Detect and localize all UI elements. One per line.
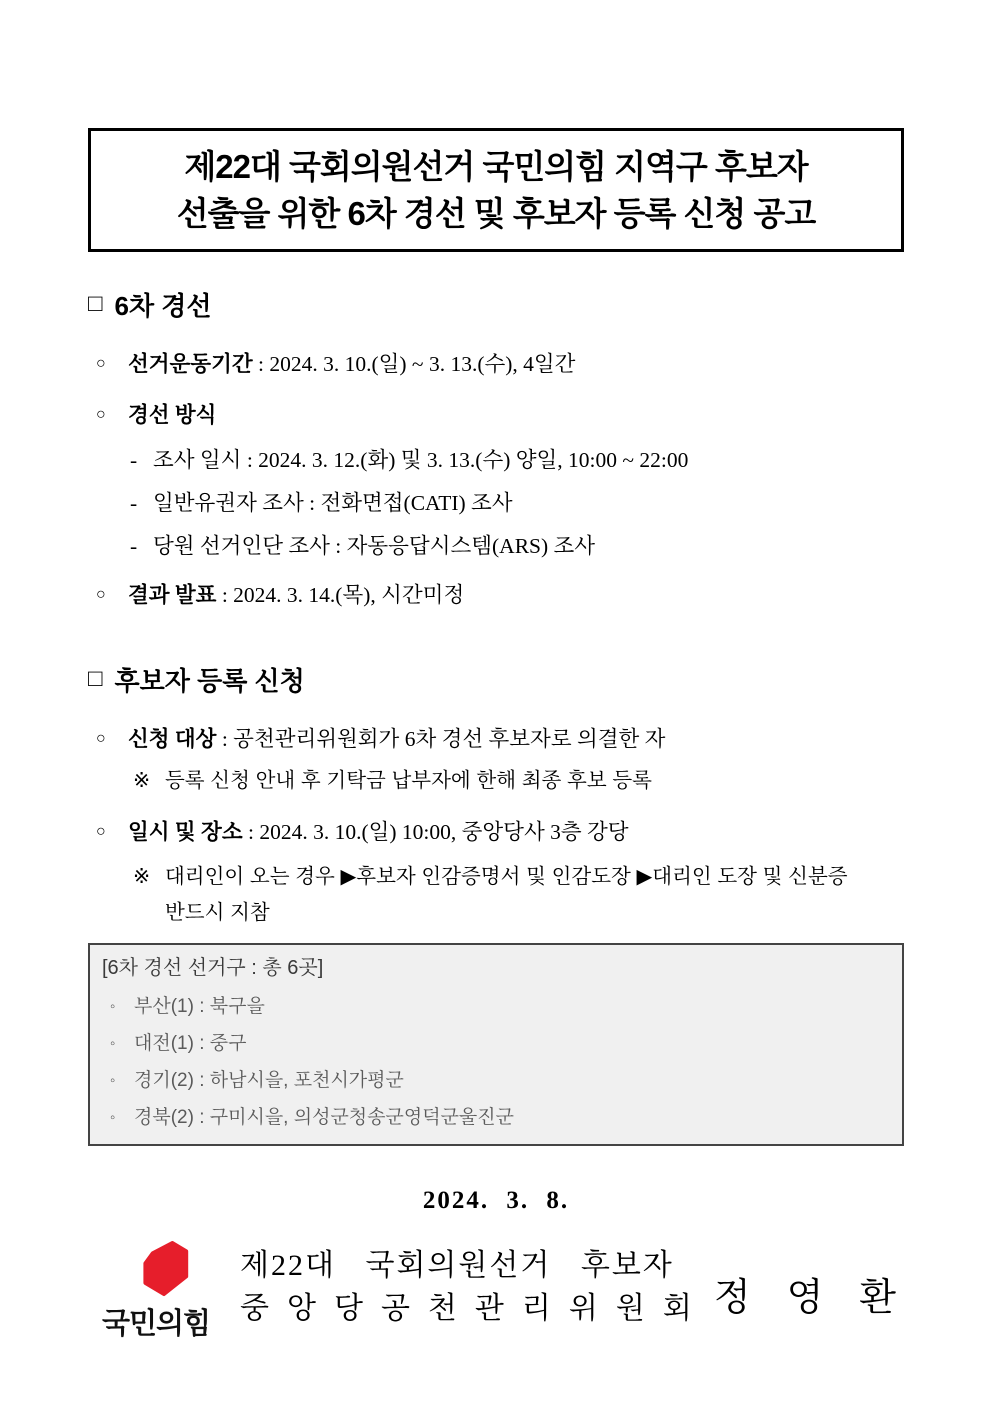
reference-mark-icon: ※	[133, 769, 151, 792]
small-circle-bullet-icon: ◦	[110, 1035, 116, 1052]
survey-datetime-text: 조사 일시 : 2024. 3. 12.(화) 및 3. 13.(수) 양일, 10:00 ~ 22:00	[153, 448, 689, 472]
small-circle-bullet-icon: ◦	[110, 1072, 116, 1089]
application-target-value: : 공천관리위원회가 6차 경선 후보자로 의결한 자	[216, 727, 666, 751]
party-logo	[90, 1241, 222, 1342]
committee-name-line1: 제22대 국회의원선거 후보자	[240, 1249, 674, 1282]
primary-method-text	[128, 401, 216, 429]
proxy-note-line2: 반드시 지참	[165, 901, 270, 924]
document-title-line2: 선출을 위한 6차 경선 및 후보자 등록 신청 공고	[176, 195, 816, 232]
district-box-header: [6차 경선 선거구 : 총 6곳]	[102, 957, 324, 979]
survey-datetime-row	[130, 447, 952, 474]
result-announcement-label: 결과 발표	[128, 583, 217, 607]
deposit-note-text: 등록 신청 안내 후 기탁금 납부자에 한해 최종 후보 등록	[165, 769, 652, 792]
signer-name: 정영환	[713, 1277, 932, 1319]
dash-bullet-icon: -	[130, 448, 138, 472]
reference-mark-icon: ※	[133, 865, 151, 888]
general-voter-survey-text: 일반유권자 조사 : 전화면접(CATI) 조사	[153, 491, 513, 515]
registration-datetime-place-value: : 2024. 3. 10.(일) 10:00, 중앙당사 3층 강당	[242, 820, 629, 844]
district-row-text: 경북(2) : 구미시을, 의성군청송군영덕군울진군	[134, 1107, 514, 1128]
district-row-gyeongbuk	[110, 1106, 890, 1130]
circle-bullet-icon: ○	[96, 355, 106, 372]
square-bullet-icon: □	[88, 664, 103, 692]
district-row-text: 대전(1) : 중구	[134, 1033, 247, 1054]
proxy-note-line1: 대리인이 오는 경우 ▶후보자 인감증명서 및 인감도장 ▶대리인 도장 및 신분증	[165, 865, 848, 888]
party-member-survey-row	[130, 533, 952, 560]
party-member-survey-text: 당원 선거인단 조사 : 자동응답시스템(ARS) 조사	[153, 534, 596, 558]
application-target-text	[128, 725, 665, 753]
deposit-note-row	[133, 767, 962, 794]
result-announcement-value: : 2024. 3. 14.(목), 시간미정	[216, 583, 465, 607]
result-announcement-row	[96, 581, 932, 609]
result-announcement-text	[128, 581, 464, 609]
proxy-note-text	[165, 863, 848, 926]
committee-name-line2: 중앙당공천관리위원회	[240, 1292, 710, 1325]
district-row-text: 부산(1) : 북구을	[134, 996, 265, 1017]
registration-datetime-place-label: 일시 및 장소	[128, 820, 243, 844]
dash-bullet-icon: -	[130, 534, 138, 558]
circle-bullet-icon: ○	[96, 730, 106, 747]
campaign-period-value: : 2024. 3. 10.(일) ~ 3. 13.(수), 4일간	[252, 352, 576, 376]
general-voter-survey-row	[130, 490, 952, 517]
primary-method-label: 경선 방식	[128, 403, 217, 427]
committee-name	[240, 1244, 710, 1330]
district-list-box	[88, 943, 904, 1146]
signature-block	[90, 1241, 932, 1342]
district-row-gyeonggi	[110, 1069, 890, 1093]
campaign-period-label: 선거운동기간	[128, 352, 253, 376]
application-target-label: 신청 대상	[128, 727, 217, 751]
proxy-note-row	[133, 863, 962, 926]
section-heading-primary-round	[88, 286, 904, 323]
dash-bullet-icon: -	[130, 491, 138, 515]
document-date: 2024. 3. 8.	[422, 1187, 570, 1214]
district-row-busan	[110, 995, 890, 1019]
primary-method-row	[96, 401, 932, 429]
district-row-text: 경기(2) : 하남시을, 포천시가평군	[134, 1070, 404, 1091]
party-logo-mark-icon	[132, 1241, 194, 1297]
square-bullet-icon: □	[88, 289, 103, 317]
campaign-period-row	[96, 350, 932, 378]
circle-bullet-icon: ○	[96, 823, 106, 840]
circle-bullet-icon: ○	[96, 406, 106, 423]
campaign-period-text	[128, 350, 575, 378]
section-heading-text: 후보자 등록 신청	[114, 666, 305, 696]
document-title-line1: 제22대 국회의원선거 국민의힘 지역구 후보자	[184, 148, 808, 185]
district-row-daejeon	[110, 1032, 890, 1056]
application-target-row	[96, 725, 932, 753]
circle-bullet-icon: ○	[96, 586, 106, 603]
registration-datetime-place-text	[128, 818, 629, 846]
small-circle-bullet-icon: ◦	[110, 1109, 116, 1126]
document-title-box	[88, 128, 904, 252]
section-heading-text: 6차 경선	[114, 291, 212, 321]
registration-datetime-place-row	[96, 818, 932, 846]
small-circle-bullet-icon: ◦	[110, 998, 116, 1015]
section-heading-candidate-registration	[88, 661, 904, 698]
party-logo-wordmark: 국민의힘	[101, 1308, 211, 1340]
